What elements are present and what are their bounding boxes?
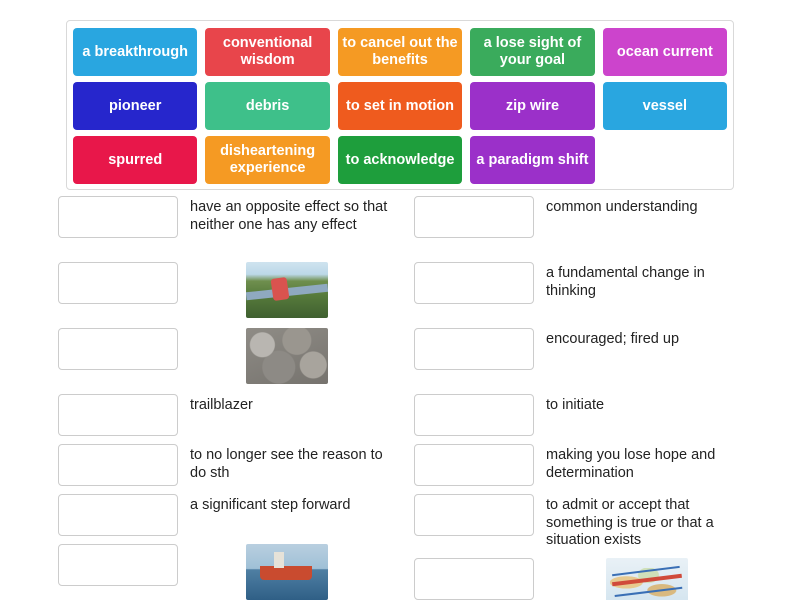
drop-zone-right-4[interactable]: [414, 394, 534, 436]
definition-text: a significant step forward: [190, 497, 351, 513]
ocean-current-map-image: [606, 558, 688, 600]
word-tile-vessel[interactable]: vessel: [603, 82, 727, 130]
drop-zone-right-1[interactable]: [414, 196, 534, 238]
drop-zone-left-6[interactable]: [58, 494, 178, 536]
definition-text: making you lose hope and determination: [546, 447, 716, 481]
drop-zone-left-5[interactable]: [58, 444, 178, 486]
match-row: [414, 196, 800, 254]
word-tile-to-set-in-motion[interactable]: to set in motion: [338, 82, 462, 130]
definition-text: have an opposite effect so that neither one has any effect: [190, 199, 388, 233]
drop-zone-right-3[interactable]: [414, 328, 534, 370]
match-row: [58, 196, 400, 254]
drop-zone-right-7[interactable]: [414, 558, 534, 600]
drop-zone-left-2[interactable]: [58, 262, 178, 304]
match-row: [58, 262, 400, 320]
drop-zone-right-5[interactable]: [414, 444, 534, 486]
definition-text: to admit or accept that something is true or that a situation exists: [546, 497, 714, 549]
definition-columns: [0, 196, 800, 600]
word-tile-placeholder-empty: [603, 136, 727, 184]
left-definition-column: [0, 196, 400, 600]
match-row: [414, 394, 800, 436]
match-row: [414, 558, 800, 600]
definition-text: common understanding: [546, 199, 698, 215]
drop-zone-left-7[interactable]: [58, 544, 178, 586]
drop-zone-right-2[interactable]: [414, 262, 534, 304]
word-bank-row: [73, 136, 727, 184]
drop-zone-left-4[interactable]: [58, 394, 178, 436]
match-row: [58, 328, 400, 386]
word-tile-a-lose-sight-of-your-goal[interactable]: a lose sight of your goal: [470, 28, 594, 76]
match-row: [58, 394, 400, 436]
word-tile-pioneer[interactable]: pioneer: [73, 82, 197, 130]
match-row: [58, 544, 400, 600]
definition-text: to initiate: [546, 397, 605, 413]
match-row: [58, 494, 400, 536]
word-bank-row: [73, 82, 727, 130]
word-tile-conventional-wisdom[interactable]: conventional wisdom: [205, 28, 329, 76]
vessel-ship-image: [246, 544, 328, 600]
definition-text: to no longer see the reason to do sth: [190, 447, 383, 481]
definition-text: trailblazer: [190, 397, 253, 413]
word-tile-zip-wire[interactable]: zip wire: [470, 82, 594, 130]
word-tile-to-cancel-out-the-benefits[interactable]: to cancel out the benefits: [338, 28, 462, 76]
drop-zone-left-3[interactable]: [58, 328, 178, 370]
zip-wire-image: [246, 262, 328, 318]
word-tile-a-paradigm-shift[interactable]: a paradigm shift: [470, 136, 594, 184]
match-row: [414, 262, 800, 320]
debris-rocks-image: [246, 328, 328, 384]
definition-text: a fundamental change in thinking: [546, 265, 705, 299]
word-tile-spurred[interactable]: spurred: [73, 136, 197, 184]
match-row: [414, 328, 800, 386]
word-tile-ocean-current[interactable]: ocean current: [603, 28, 727, 76]
word-tile-a-breakthrough[interactable]: a breakthrough: [73, 28, 197, 76]
match-row: [414, 494, 800, 550]
word-bank-row: [73, 28, 727, 76]
drop-zone-right-6[interactable]: [414, 494, 534, 536]
word-tile-debris[interactable]: debris: [205, 82, 329, 130]
definition-text: encouraged; fired up: [546, 331, 680, 347]
word-tile-to-acknowledge[interactable]: to acknowledge: [338, 136, 462, 184]
right-definition-column: [400, 196, 800, 600]
match-row: [58, 444, 400, 486]
match-row: [414, 444, 800, 486]
word-bank: [66, 20, 734, 190]
word-tile-disheartening-experience[interactable]: disheartening experience: [205, 136, 329, 184]
drop-zone-left-1[interactable]: [58, 196, 178, 238]
